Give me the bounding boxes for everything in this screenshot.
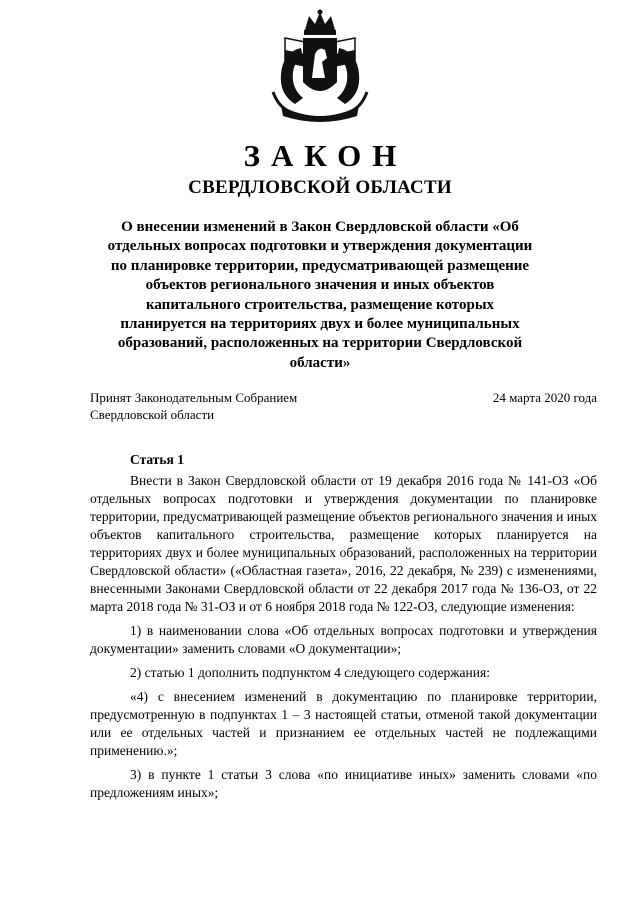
article-paragraph: 1) в наименовании слова «Об отдельных вопросах подготовки и утверждения документации» заменить словами «О документации»;: [90, 623, 597, 656]
region-heading: СВЕРДЛОВСКОЙ ОБЛАСТИ: [188, 177, 452, 198]
adoption-line-2: Свердловской области: [90, 407, 215, 422]
article-heading: Статья 1: [130, 452, 184, 467]
article-paragraph: Внести в Закон Свердловской области от 19 декабря 2016 года № 141-ОЗ «Об отдельных вопросах подготовки и утверждения документации по планировке территории, предусматривающей размещение объектов регионального значения и иных объектов капитального строительства, размещение которых планируется на территориях двух и более муниципальных образований, расположенных на территории Свердловской области» («Областная газета», 2016, 22 декабря, № 239) с изменениями, внесенными Законами Свердловской области от 22 декабря 2017 года № 136-ОЗ, от 22 марта 2018 года № 31-ОЗ и от 6 ноября 2018 года № 122-ОЗ, следующие изменения:: [90, 473, 597, 614]
adoption-date: 24 марта 2020 года: [492, 390, 597, 405]
article-paragraph: 3) в пункте 1 статьи 3 слова «по инициативе иных» заменить словами «по предложениям иных»;: [90, 767, 597, 800]
article-body: [90, 472, 597, 808]
law-title: О внесении изменений в Закон Свердловской области «Об отдельных вопросах подготовки и утверждения документации по планировке территории, предусматривающей размещение объектов регионального значения и иных объектов капитального строительства, размещение которых планируется на территориях двух и более муниципальных образований, расположенных на территории Свердловской области»: [107, 219, 533, 371]
article-paragraph: «4) с внесением изменений в документацию по планировке территории, предусмотренную в подпунктах 1 – 3 настоящей статьи, отменой такой документации или ее отдельных частей и признанием ее отдельных частей не подлежащими применению.»;: [90, 689, 597, 758]
coat-of-arms-emblem: [261, 8, 379, 124]
adoption-info: [90, 389, 390, 423]
article-paragraph: 2) статью 1 дополнить подпунктом 4 следующего содержания:: [130, 665, 490, 680]
adoption-line-1: Принят Законодательным Собранием: [90, 390, 298, 405]
document-type-heading: ЗАКОН: [243, 138, 408, 173]
